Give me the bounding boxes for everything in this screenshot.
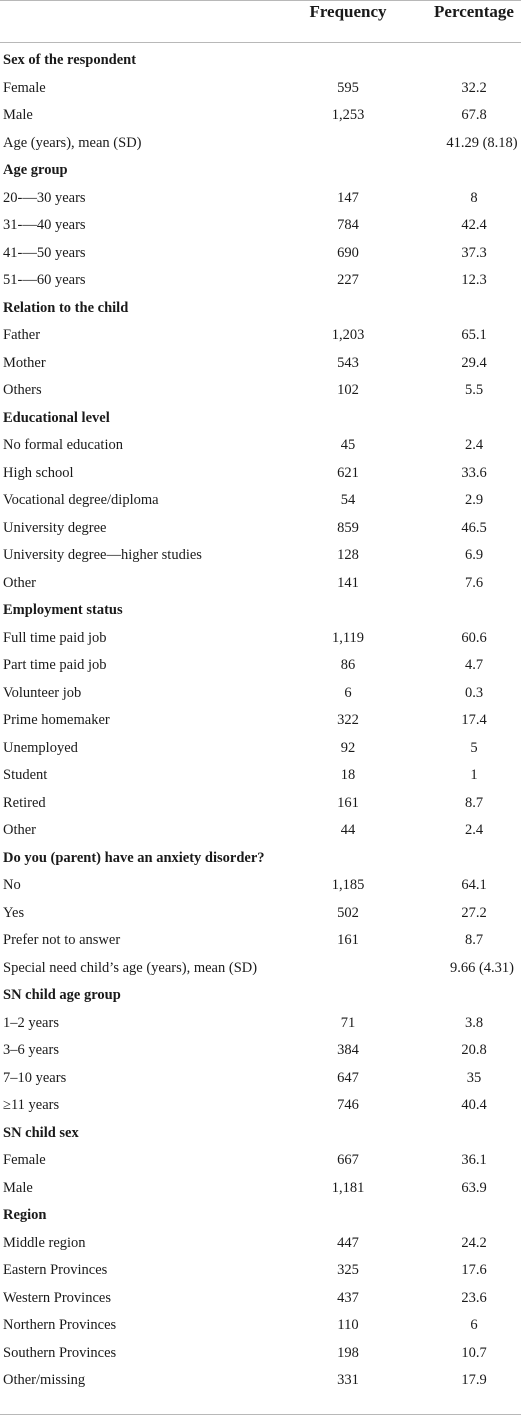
row-label: Mother xyxy=(3,354,46,371)
row-label: Father xyxy=(3,327,41,343)
row-label: No formal education xyxy=(3,437,123,453)
percentage-cell: 67.8 xyxy=(461,107,487,123)
row-label: 3–6 years xyxy=(3,1042,59,1058)
table-row xyxy=(0,680,521,708)
frequency-cell: 543 xyxy=(337,354,359,371)
percentage-cell xyxy=(412,47,521,75)
section-header-row xyxy=(0,405,521,433)
frequency-cell: 18 xyxy=(340,767,356,783)
table-row xyxy=(0,790,521,818)
section-label: SN child age group xyxy=(3,987,121,1003)
frequency-cell: 102 xyxy=(337,382,359,398)
frequency-cell: 667 xyxy=(337,1152,359,1168)
row-label: Part time paid job xyxy=(3,657,107,673)
frequency-cell: 1,119 xyxy=(331,629,365,646)
frequency-cell xyxy=(286,1120,410,1148)
section-header-row xyxy=(0,1202,521,1230)
frequency-cell: 1,253 xyxy=(331,107,365,123)
table-row xyxy=(0,377,521,405)
frequency-cell: 161 xyxy=(337,932,359,948)
section-header-row xyxy=(0,47,521,75)
row-label: Middle region xyxy=(3,1234,86,1251)
row-label: Eastern Provinces xyxy=(3,1262,108,1278)
table-row xyxy=(0,762,521,790)
percentage-cell: 8.7 xyxy=(464,932,484,948)
percentage-cell: 7.6 xyxy=(464,574,484,591)
frequency-cell xyxy=(286,982,410,1010)
frequency-cell: 128 xyxy=(337,547,359,563)
row-label: ≥11 years xyxy=(3,1097,60,1113)
section-label: Do you (parent) have an anxiety disorder? xyxy=(3,849,265,866)
section-label: Employment status xyxy=(3,602,123,618)
frequency-cell: 502 xyxy=(337,904,359,921)
table-row xyxy=(0,1230,521,1258)
frequency-cell: 6 xyxy=(344,684,352,701)
frequency-cell xyxy=(286,1202,410,1230)
percentage-cell xyxy=(412,1202,521,1230)
frequency-cell xyxy=(286,47,410,75)
percentage-cell: 1 xyxy=(470,767,478,783)
table-row xyxy=(0,735,521,763)
percentage-cell: 0.3 xyxy=(464,684,484,701)
row-label: No xyxy=(3,877,21,893)
percentage-cell: 46.5 xyxy=(461,519,487,536)
table-row xyxy=(0,1257,521,1285)
row-label: Other xyxy=(3,822,37,838)
table-row xyxy=(0,322,521,350)
percentage-cell: 35 xyxy=(466,1069,482,1086)
table-row xyxy=(0,240,521,268)
mean-row xyxy=(0,130,521,158)
table-row xyxy=(0,1037,521,1065)
percentage-cell: 6 xyxy=(470,1317,478,1333)
percentage-cell: 60.6 xyxy=(461,629,487,646)
row-label: Prime homemaker xyxy=(3,712,110,728)
percentage-cell xyxy=(412,845,521,873)
frequency-cell: 71 xyxy=(340,1014,356,1031)
percentage-cell: 4.7 xyxy=(464,657,484,673)
frequency-cell: 45 xyxy=(340,437,356,453)
section-header-row xyxy=(0,1120,521,1148)
percentage-cell: 5 xyxy=(470,739,478,756)
frequency-cell: 331 xyxy=(337,1372,359,1388)
row-label: 41-—50 years xyxy=(3,244,86,261)
percentage-cell: 10.7 xyxy=(461,1344,487,1361)
table-row xyxy=(0,570,521,598)
row-label: Others xyxy=(3,382,42,398)
frequency-cell: 384 xyxy=(337,1042,359,1058)
percentage-cell xyxy=(412,405,521,433)
section-header-row xyxy=(0,982,521,1010)
percentage-cell: 8 xyxy=(470,189,478,206)
percentage-cell: 9.66 (4.31) xyxy=(449,959,515,976)
row-label: University degree xyxy=(3,519,107,536)
row-label: University degree—higher studies xyxy=(3,547,202,563)
frequency-cell: 141 xyxy=(337,574,359,591)
percentage-cell xyxy=(412,1120,521,1148)
row-label: Male xyxy=(3,107,33,123)
table-row xyxy=(0,515,521,543)
frequency-cell: 447 xyxy=(337,1234,359,1251)
table-row xyxy=(0,1285,521,1313)
frequency-cell: 1,181 xyxy=(331,1179,365,1196)
percentage-cell xyxy=(412,597,521,625)
row-label: Other/missing xyxy=(3,1372,86,1388)
frequency-cell xyxy=(286,295,410,323)
table-row xyxy=(0,460,521,488)
frequency-cell: 595 xyxy=(337,79,359,96)
row-label: 31-—40 years xyxy=(3,217,86,233)
table-row xyxy=(0,1065,521,1093)
percentage-cell: 5.5 xyxy=(464,382,484,398)
row-label: Prefer not to answer xyxy=(3,932,121,948)
section-header-row xyxy=(0,295,521,323)
table-row xyxy=(0,1175,521,1203)
row-label: Vocational degree/diploma xyxy=(3,492,159,508)
table-bottom-rule xyxy=(0,1414,521,1415)
percentage-cell: 40.4 xyxy=(461,1097,487,1113)
percentage-cell: 17.9 xyxy=(461,1372,487,1388)
percentage-cell: 6.9 xyxy=(464,547,484,563)
percentage-cell: 27.2 xyxy=(461,904,487,921)
section-label: Region xyxy=(3,1207,47,1223)
table-row xyxy=(0,1340,521,1368)
table-row xyxy=(0,185,521,213)
percentage-cell: 63.9 xyxy=(461,1179,487,1196)
row-label: Volunteer job xyxy=(3,684,82,701)
row-label: Special need child’s age (years), mean (SD) xyxy=(3,959,258,976)
frequency-cell: 110 xyxy=(337,1317,359,1333)
row-label: Northern Provinces xyxy=(3,1317,117,1333)
frequency-cell: 198 xyxy=(337,1344,359,1361)
percentage-cell: 36.1 xyxy=(461,1152,487,1168)
table-row xyxy=(0,432,521,460)
header-percentage: Percentage xyxy=(434,2,514,21)
percentage-cell: 17.6 xyxy=(461,1262,487,1278)
row-label: Other xyxy=(3,574,37,591)
table-row xyxy=(0,1010,521,1038)
percentage-cell: 3.8 xyxy=(464,1014,484,1031)
table-row xyxy=(0,75,521,103)
percentage-cell: 17.4 xyxy=(461,712,487,728)
section-label: Educational level xyxy=(3,409,110,426)
percentage-cell: 24.2 xyxy=(461,1234,487,1251)
row-label: 51-—60 years xyxy=(3,272,86,288)
row-label: Southern Provinces xyxy=(3,1344,117,1361)
row-label: 1–2 years xyxy=(3,1014,59,1031)
table-row xyxy=(0,267,521,295)
table-row xyxy=(0,927,521,955)
table-row xyxy=(0,487,521,515)
section-header-row xyxy=(0,597,521,625)
row-label: Western Provinces xyxy=(3,1289,111,1306)
frequency-cell: 86 xyxy=(340,657,356,673)
frequency-cell: 325 xyxy=(337,1262,359,1278)
frequency-cell: 322 xyxy=(337,712,359,728)
frequency-cell: 690 xyxy=(337,244,359,261)
percentage-cell: 2.4 xyxy=(464,437,484,453)
table-row xyxy=(0,212,521,240)
frequency-cell xyxy=(286,597,410,625)
section-label: Relation to the child xyxy=(3,299,129,316)
table-row xyxy=(0,1312,521,1340)
section-label: Age group xyxy=(3,162,68,178)
percentage-cell: 37.3 xyxy=(461,244,487,261)
frequency-cell: 147 xyxy=(337,189,359,206)
table-row xyxy=(0,652,521,680)
percentage-cell: 23.6 xyxy=(461,1289,487,1306)
percentage-cell: 2.9 xyxy=(464,492,484,508)
frequency-cell: 647 xyxy=(337,1069,359,1086)
frequency-cell: 784 xyxy=(337,217,359,233)
section-label: SN child sex xyxy=(3,1124,79,1141)
percentage-cell: 33.6 xyxy=(461,464,487,481)
row-label: Female xyxy=(3,1152,46,1168)
frequency-cell xyxy=(286,955,410,983)
frequency-cell xyxy=(286,405,410,433)
frequency-cell: 92 xyxy=(340,739,356,756)
frequency-cell: 1,185 xyxy=(331,877,365,893)
frequency-cell xyxy=(286,130,410,158)
percentage-cell xyxy=(412,982,521,1010)
section-header-row xyxy=(0,157,521,185)
frequency-cell: 44 xyxy=(340,822,356,838)
frequency-cell: 161 xyxy=(337,794,359,811)
header-frequency: Frequency xyxy=(309,2,387,21)
table-row xyxy=(0,707,521,735)
table-header-row xyxy=(0,0,521,42)
table-row xyxy=(0,102,521,130)
table-row xyxy=(0,350,521,378)
frequency-cell xyxy=(286,157,410,185)
frequency-cell: 621 xyxy=(337,464,359,481)
row-label: Yes xyxy=(3,904,25,921)
mean-row xyxy=(0,955,521,983)
table-row xyxy=(0,1147,521,1175)
percentage-cell: 32.2 xyxy=(461,79,487,96)
table-row xyxy=(0,1092,521,1120)
percentage-cell: 12.3 xyxy=(461,272,487,288)
row-label: Unemployed xyxy=(3,739,78,756)
table-row xyxy=(0,872,521,900)
row-label: High school xyxy=(3,464,74,481)
table-row xyxy=(0,1367,521,1395)
section-header-row xyxy=(0,845,521,873)
row-label: 20-—30 years xyxy=(3,189,86,206)
row-label: Retired xyxy=(3,794,46,811)
frequency-cell: 437 xyxy=(337,1289,359,1306)
table-row xyxy=(0,817,521,845)
table-row xyxy=(0,900,521,928)
percentage-cell: 29.4 xyxy=(461,354,487,371)
percentage-cell: 64.1 xyxy=(461,877,487,893)
section-label: Sex of the respondent xyxy=(3,52,137,68)
percentage-cell: 2.4 xyxy=(464,822,484,838)
row-label: Male xyxy=(3,1179,33,1196)
row-label: Full time paid job xyxy=(3,629,107,646)
frequency-cell: 1,203 xyxy=(331,327,365,343)
percentage-cell: 41.29 (8.18) xyxy=(446,134,518,151)
table-body xyxy=(0,47,521,1395)
frequency-cell: 227 xyxy=(337,272,359,288)
row-label: Student xyxy=(3,767,48,783)
table-header-rule xyxy=(0,42,521,43)
percentage-cell xyxy=(412,295,521,323)
percentage-cell: 8.7 xyxy=(464,794,484,811)
percentage-cell: 42.4 xyxy=(461,217,487,233)
percentage-cell: 65.1 xyxy=(461,327,487,343)
row-label: Female xyxy=(3,79,46,96)
percentage-cell: 20.8 xyxy=(461,1042,487,1058)
table-row xyxy=(0,542,521,570)
percentage-cell xyxy=(412,157,521,185)
table-row xyxy=(0,625,521,653)
frequency-cell xyxy=(286,845,410,873)
frequency-cell: 859 xyxy=(337,519,359,536)
row-label: Age (years), mean (SD) xyxy=(3,134,142,151)
row-label: 7–10 years xyxy=(3,1069,67,1086)
frequency-cell: 746 xyxy=(337,1097,359,1113)
frequency-cell: 54 xyxy=(340,492,356,508)
